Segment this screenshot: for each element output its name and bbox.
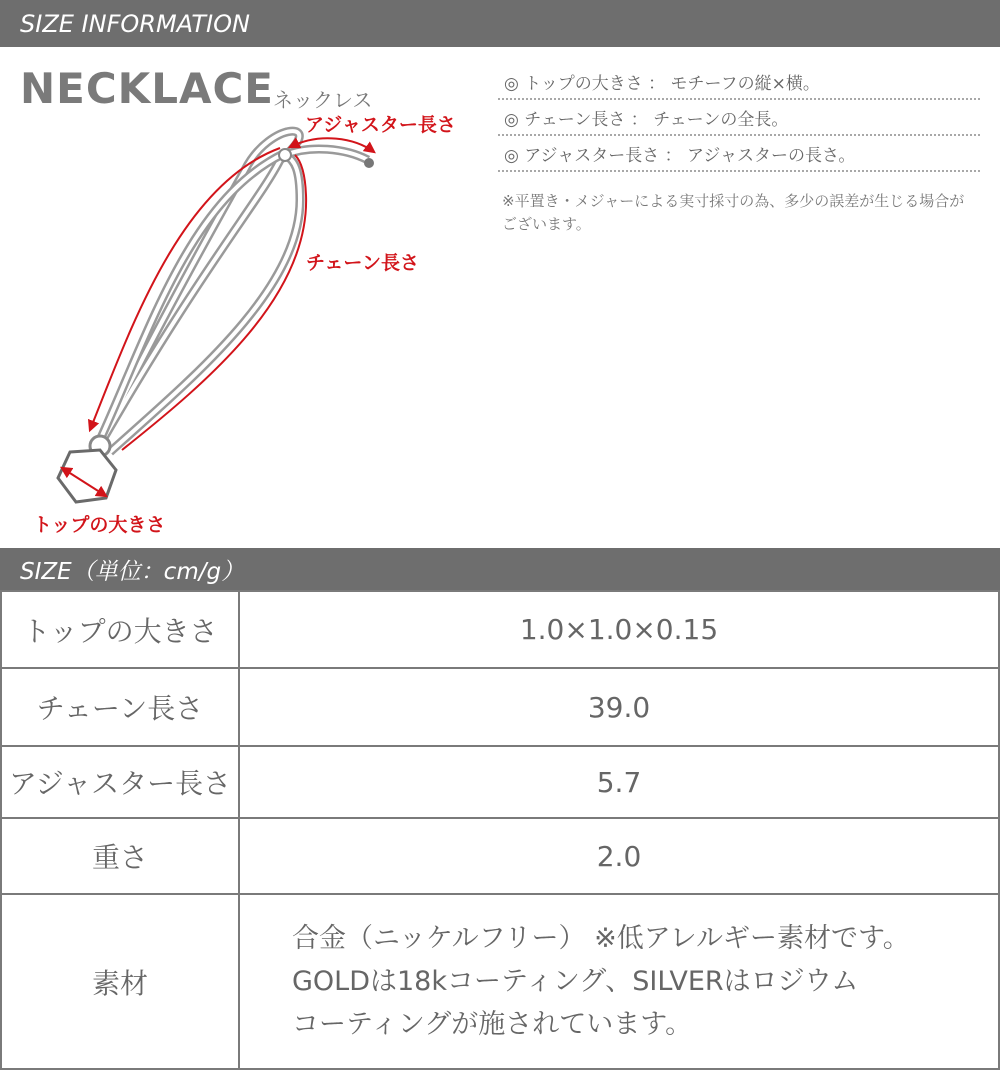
table-row <box>1 591 999 668</box>
necklace-diagram <box>0 100 500 550</box>
material-line: コーティングが施されています。 <box>292 1009 693 1040</box>
size-section-header <box>0 548 1000 590</box>
size-section-title: SIZE（単位：cm/g） <box>20 558 245 585</box>
row-value: 39.0 <box>239 668 999 746</box>
material-line: GOLDは18kコーティング、SILVERはロジウム <box>292 966 859 997</box>
necklace-title: NECKLACE <box>20 64 274 113</box>
top-size-label: トップの大きさ <box>33 514 166 536</box>
material-line: 合金（ニッケルフリー） ※低アレルギー素材です。 <box>292 923 910 954</box>
material-label: 素材 <box>1 894 239 1069</box>
measurement-note: ※平置き・メジャーによる実寸採寸の為、多少の誤差が生じる場合がございます。 <box>502 192 965 233</box>
legend-item: ◎ アジャスター長さ ： アジャスターの長さ。 <box>498 136 980 172</box>
table-row <box>1 668 999 746</box>
table-row <box>1 894 999 1069</box>
row-label: アジャスター長さ <box>1 746 239 818</box>
chain-arrow-right <box>122 155 306 450</box>
legend-item: ◎ チェーン長さ ： チェーンの全長。 <box>498 100 980 136</box>
chain-strands <box>100 154 300 452</box>
clasp-ring <box>279 149 291 161</box>
table-row <box>1 818 999 894</box>
pendant-motif <box>58 436 116 502</box>
adjuster-label: アジャスター長さ <box>305 114 456 136</box>
row-label: 重さ <box>1 818 239 894</box>
size-information-header <box>0 0 1000 47</box>
table-row <box>1 746 999 818</box>
chain-label: チェーン長さ <box>306 252 420 274</box>
row-value: 2.0 <box>239 818 999 894</box>
row-label: トップの大きさ <box>1 591 239 668</box>
necklace-subtitle: ネックレス <box>273 88 373 112</box>
row-label: チェーン長さ <box>1 668 239 746</box>
row-value: 1.0×1.0×0.15 <box>239 591 999 668</box>
row-value: 5.7 <box>239 746 999 818</box>
header-title: SIZE INFORMATION <box>20 9 250 38</box>
legend-item: ◎ トップの大きさ ： モチーフの縦×横。 <box>498 64 980 100</box>
legend <box>498 64 980 172</box>
material-value <box>239 894 999 1069</box>
size-table <box>0 590 1000 1070</box>
